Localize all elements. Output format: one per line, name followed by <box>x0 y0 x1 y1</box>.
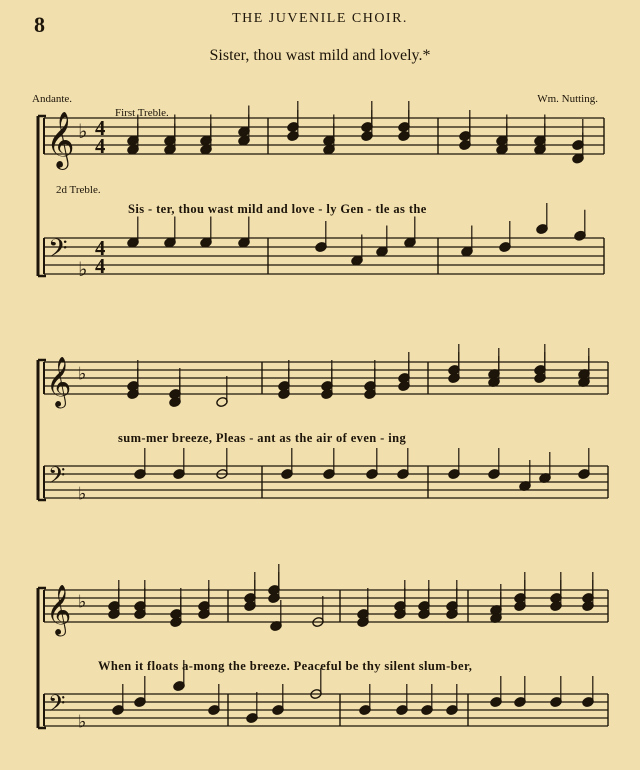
time-signature-treble-top: 4 <box>95 118 106 140</box>
time-signature-bass-bottom: 4 <box>95 256 106 278</box>
lyric-line-2: sum-mer breeze, Pleas - ant as the air of even - ing <box>118 431 407 445</box>
second-treble-label: 2d Treble. <box>56 184 101 196</box>
song-title: Sister, thou wast mild and lovely.* <box>209 47 431 64</box>
flat-key-signature: ♭ <box>78 712 87 733</box>
composer-credit: Wm. Nutting. <box>537 93 598 105</box>
page-number: 8 <box>34 12 45 37</box>
flat-key-signature: ♭ <box>78 592 87 613</box>
time-signature-bass-top: 4 <box>95 238 106 260</box>
running-head: THE JUVENILE CHOIR. <box>232 11 408 26</box>
flat-key-signature: ♭ <box>78 119 88 143</box>
bass-clef: 𝄢 <box>48 690 66 722</box>
flat-key-signature: ♭ <box>78 364 87 385</box>
treble-clef: 𝄞 <box>46 112 75 168</box>
tempo-marking: Andante. <box>32 93 73 105</box>
treble-clef: 𝄞 <box>46 585 72 635</box>
treble-clef: 𝄞 <box>46 357 72 407</box>
lyric-line-3: When it floats a-mong the breeze. Peaceful be thy silent slum-ber, <box>98 659 473 673</box>
flat-key-signature: ♭ <box>78 257 88 281</box>
bass-clef: 𝄢 <box>48 234 68 270</box>
time-signature-treble-bottom: 4 <box>95 136 106 158</box>
first-treble-label: First Treble. <box>115 107 169 119</box>
flat-key-signature: ♭ <box>78 484 87 505</box>
lyric-line-1: Sis - ter, thou wast mild and love - ly Gen - tle as the <box>128 202 427 216</box>
bass-clef: 𝄢 <box>48 462 66 494</box>
